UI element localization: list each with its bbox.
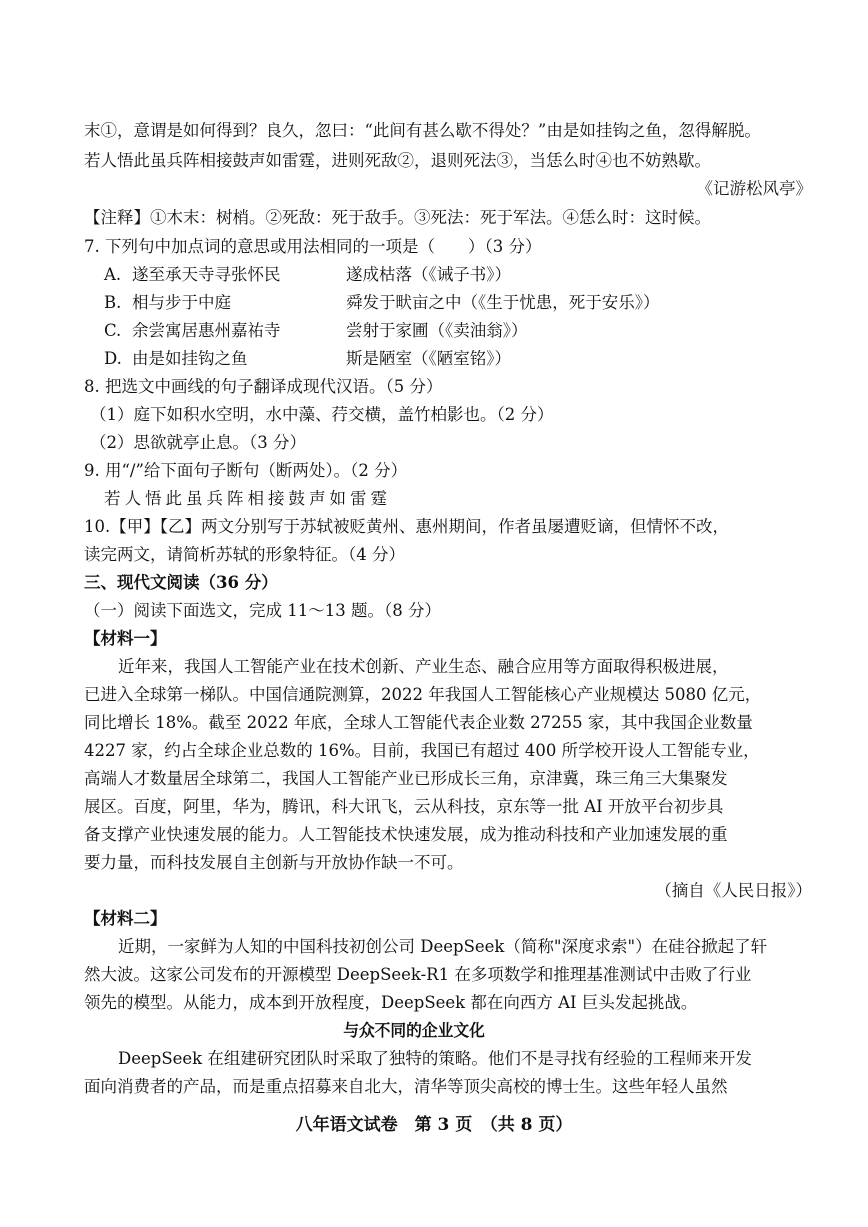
option-right-text: 尝射于家圃（《卖油翁》） [346, 321, 528, 340]
question-7-stem: 7. 下列句中加点词的意思或用法相同的一项是（ ）（3 分） [84, 237, 542, 256]
material-2-line: DeepSeek 在组建研究团队时采取了独特的策略。他们不是寻找有经验的工程师来开发 [118, 1049, 752, 1068]
material-2-line: 近期，一家鲜为人知的中国科技初创公司 DeepSeek（简称"深度求索"）在硅谷掀起了轩 [118, 937, 768, 956]
passage-line: 末①，意谓是如何得到？良久，忽曰：“此间有甚么歇不得处？”由是如挂钩之鱼，忽得解脱。 [84, 121, 761, 140]
notes: 【注释】①木末：树梢。②死敌：死于敌手。③死法：死于军法。④恁么时：这时候。 [84, 208, 711, 227]
option-right-text: 斯是陋室（《陋室铭》） [346, 349, 511, 368]
material-2-label: 【材料二】 [84, 909, 167, 928]
material-1-line: 已进入全球第一梯队。中国信通院测算，2022 年我国人工智能核心产业规模达 5080 亿元， [84, 685, 762, 704]
material-1-source: （摘自《人民日报》） [655, 881, 812, 900]
material-1-label: 【材料一】 [84, 629, 167, 648]
material-2-line: 面向消费者的产品，而是重点招募来自北大，清华等顶尖高校的博士生。这些年轻人虽然 [84, 1077, 728, 1096]
passage-line: 若人悟此虽兵阵相接鼓声如雷霆，进则死敌②，退则死法③，当恁么时④也不妨熟歇。 [84, 151, 711, 170]
section-title: 三、现代文阅读（36 分） [84, 573, 278, 592]
option-left-text: 由是如挂钩之鱼 [132, 349, 248, 368]
question-8-item: （1）庭下如积水空明，水中藻、荇交横，盖竹柏影也。（2 分） [90, 405, 554, 424]
option-right-text: 舜发于畎亩之中（《生于忧患，死于安乐》） [346, 293, 660, 312]
material-1-line: 备支撑产业快速发展的能力。人工智能技术快速发展，成为推动科技和产业加速发展的重 [84, 825, 728, 844]
question-8-item: （2）思欲就亭止息。（3 分） [90, 433, 306, 452]
option-left-text: 余尝寓居惠州嘉祐寺 [132, 321, 281, 340]
question-10-line: 10.【甲】【乙】两文分别写于苏轼被贬黄州、惠州期间，作者虽屡遭贬谪，但情怀不改， [84, 517, 729, 536]
option-label: D. [104, 349, 122, 368]
page-footer: 八年语文试卷 第 3 页 （共 8 页） [295, 1115, 573, 1135]
option-label: C. [104, 321, 122, 340]
option-left-text: 相与步于中庭 [132, 293, 231, 312]
question-8-stem: 8. 把选文中画线的句子翻译成现代汉语。（5 分） [84, 377, 443, 396]
option-left-text: 遂至承天寺寻张怀民 [132, 265, 281, 284]
question-9-stem: 9. 用“/”给下面句子断句（断两处）。（2 分） [84, 461, 408, 480]
passage-source: 《记游松风亭》 [696, 179, 812, 198]
option-right-text: 遂成枯落（《诫子书》） [346, 265, 511, 284]
material-1-line: 同比增长 18%。截至 2022 年底，全球人工智能代表企业数 27255 家，其中我国企业数量 [84, 713, 753, 732]
material-2-heading: 与众不同的企业文化 [343, 1021, 485, 1040]
material-1-line: 高端人才数量居全球第二，我国人工智能产业已形成长三角，京津冀，珠三角三大集聚发 [84, 769, 728, 788]
section-subtitle: （一）阅读下面选文，完成 11～13 题。（8 分） [84, 601, 441, 620]
material-1-line: 近年来，我国人工智能产业在技术创新、产业生态、融合应用等方面取得积极进展， [118, 657, 729, 676]
material-1-line: 4227 家，约占全球企业总数的 16%。目前，我国已有超过 400 所学校开设人工智能专业， [84, 741, 760, 760]
question-9-sentence: 若人悟此虽兵阵相接鼓声如雷霆 [104, 489, 391, 508]
material-2-line: 领先的模型。从能力，成本到开放程度，DeepSeek 都在向西方 AI 巨头发起挑战。 [84, 993, 698, 1012]
material-2-line: 然大波。这家公司发布的开源模型 DeepSeek-R1 在多项数学和推理基准测试中击败了行业 [84, 965, 752, 984]
question-10-line: 读完两文，请简析苏轼的形象特征。（4 分） [84, 545, 405, 564]
material-1-line: 展区。百度，阿里，华为，腾讯，科大讯飞，云从科技，京东等一批 AI 开放平台初步具 [84, 797, 724, 816]
material-1-line: 要力量，而科技发展自主创新与开放协作缺一不可。 [84, 853, 464, 872]
option-label: B. [104, 293, 122, 312]
option-label: A. [104, 265, 122, 284]
